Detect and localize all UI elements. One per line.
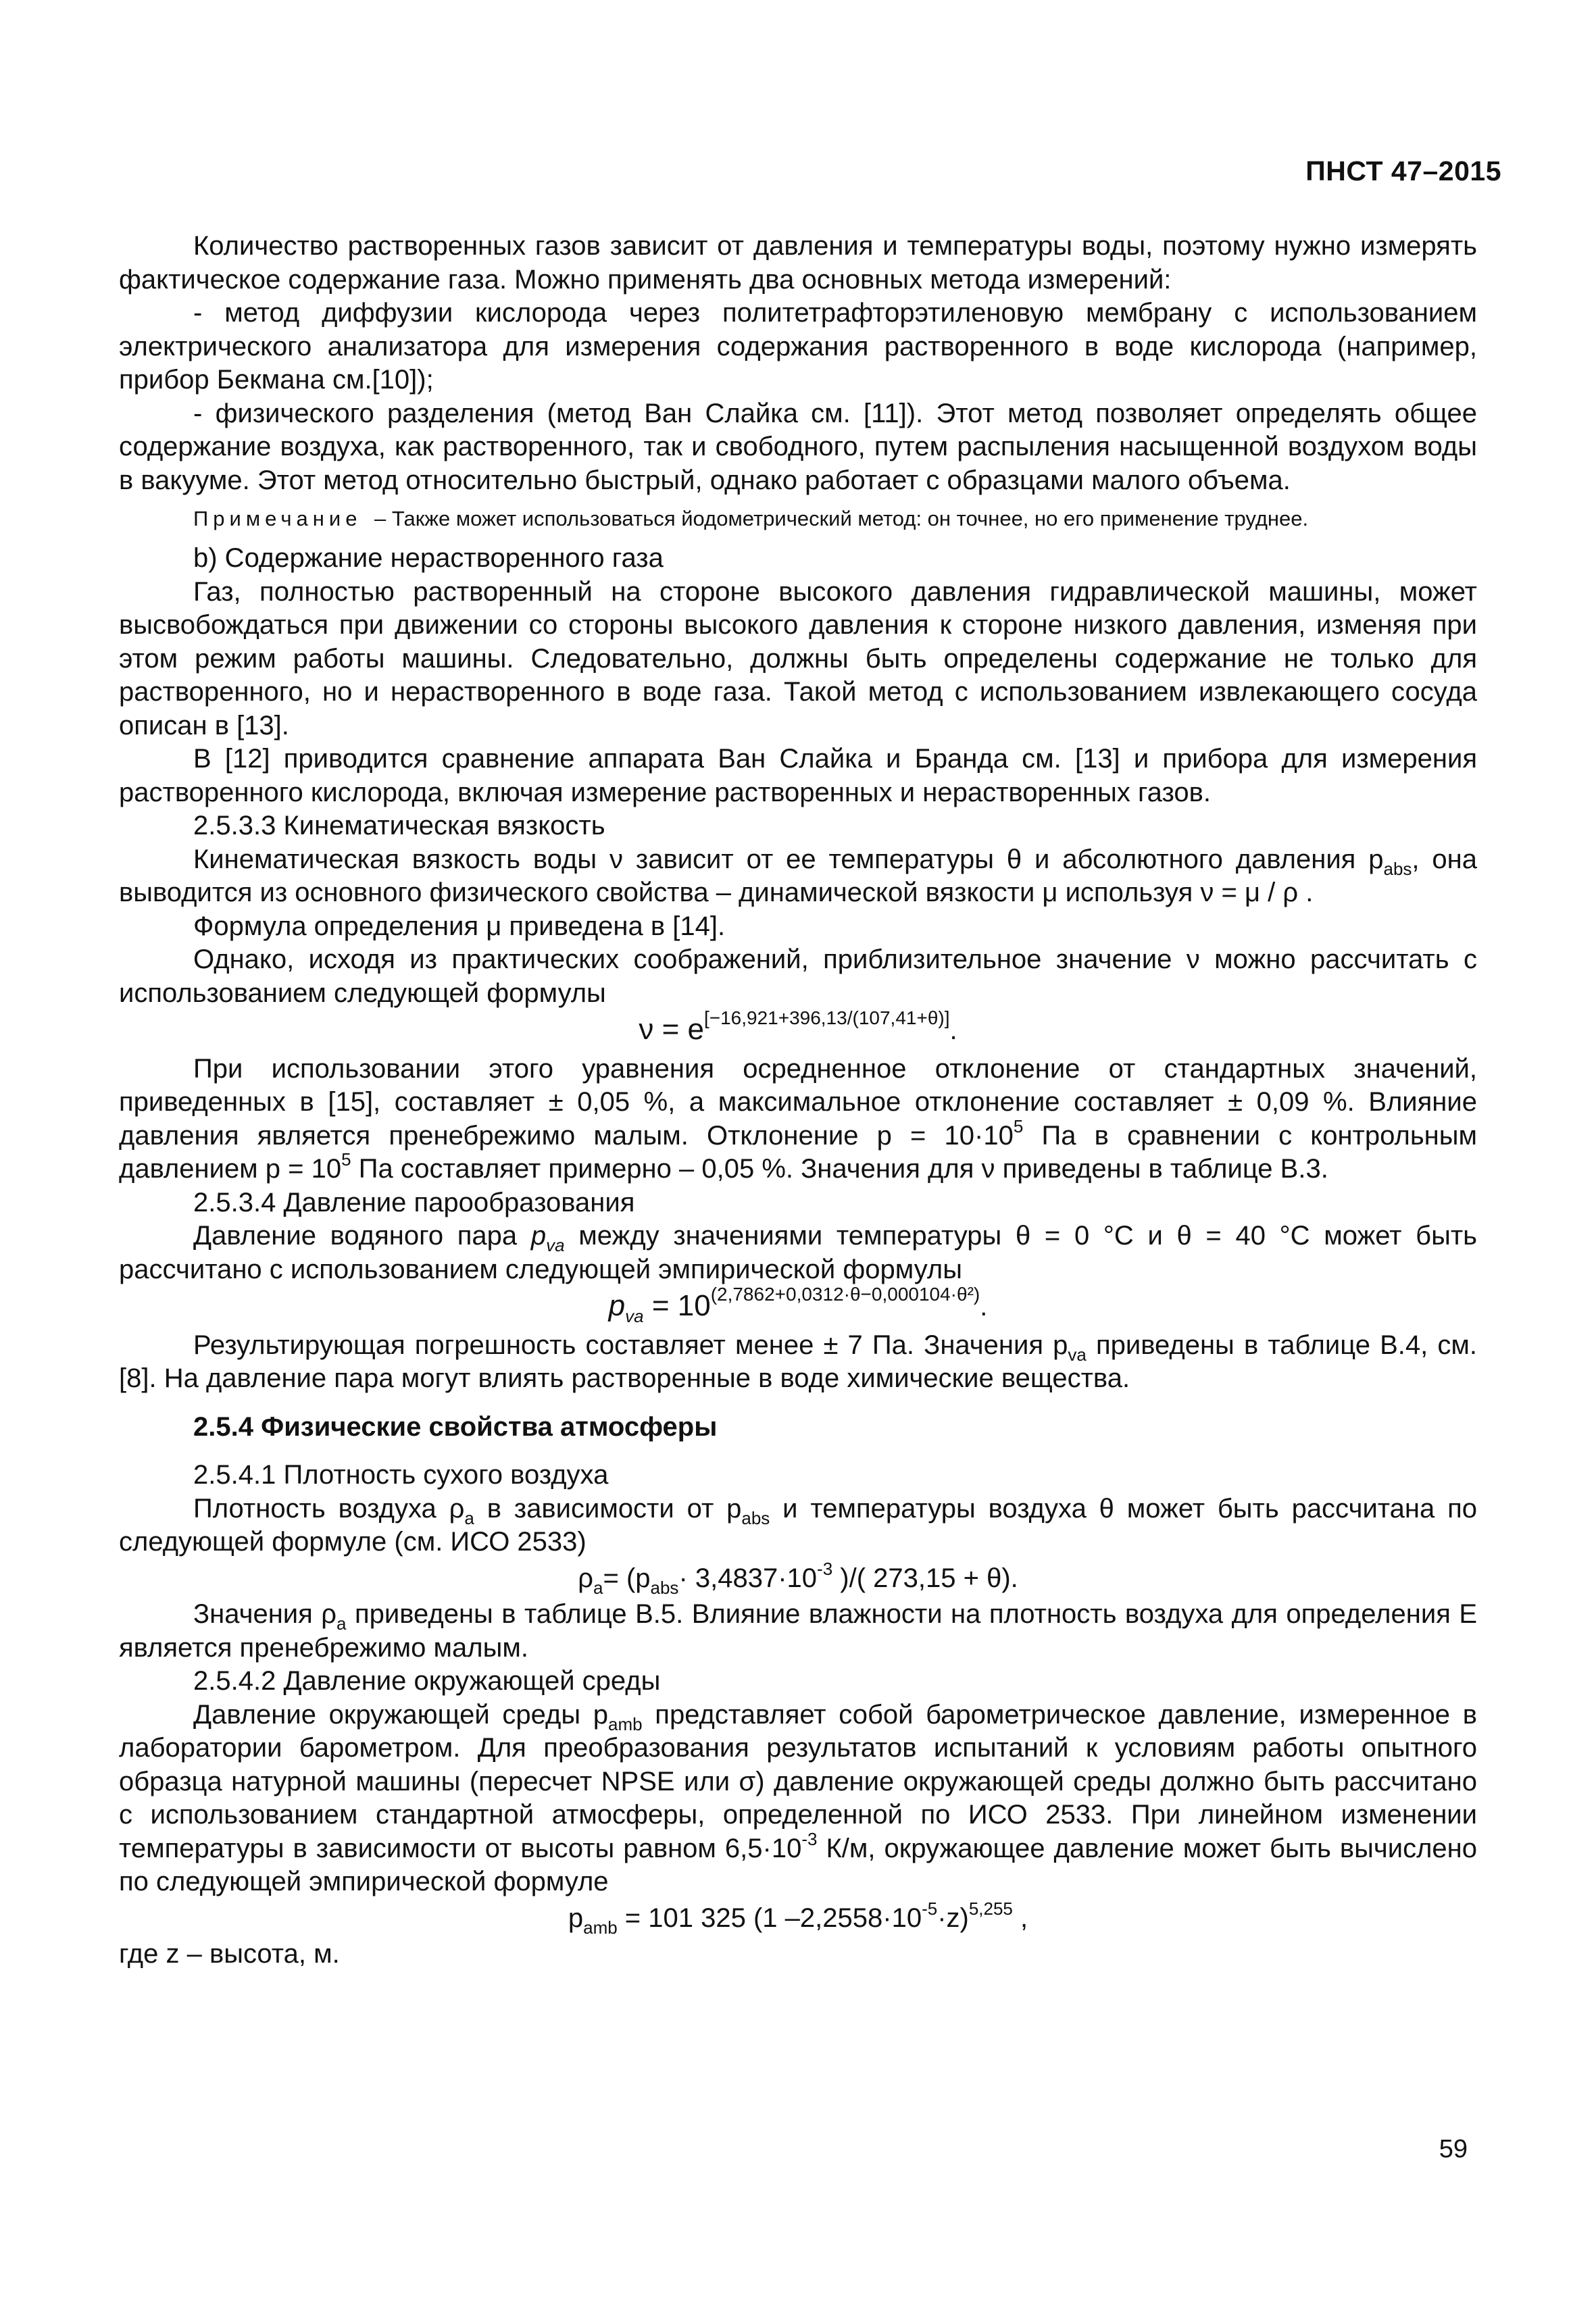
- paragraph: Однако, исходя из практических соображений, приблизительное значение ν можно рассчитать с использованием следующей формулы: [119, 945, 1477, 1008]
- note: [119, 505, 1477, 532]
- paragraph: Формула определения μ приведена в [14].: [193, 911, 726, 941]
- formula-air-density: $\rho_a= (p_{abs}\cdot 3,4837\cdot 10^{-3}$ )/( 273,15 + θ).: [578, 1558, 1018, 1598]
- paragraph: Газ, полностью растворенный на стороне высокого давления гидравлической машины, может высвобождаться при движении со стороны высокого давления к стороне низкого давления, изменяя при этом режим работы машины. Следовательно, должны быть определены содержание не только для растворенного, но и нерастворенного в воде газа. Такой метод с использованием извлекающего сосуда описан в [13].: [119, 576, 1477, 740]
- page-number: 59: [1439, 2135, 1468, 2163]
- note-text: – Также может использоваться йодометрический метод: он точнее, но его применение труднее.: [368, 507, 1309, 530]
- paragraph: Плотность воздуха $\rho_a$ в зависимости от $p_{abs}$ и температуры воздуха θ может быть рассчитана по следующей формуле (см. ИСО 2533): [119, 1493, 1477, 1557]
- section-heading: 2.5.4 Физические свойства атмосферы: [193, 1411, 718, 1442]
- paragraph: В [12] приводится сравнение аппарата Ван Слайка и Бранда см. [13] и прибора для измерения растворенного кислорода, включая измерение растворенных и нерастворенных газов.: [119, 744, 1477, 807]
- paragraph: При использовании этого уравнения осредненное отклонение от стандартных значений, приведенных в [15], составляет ± 0,05 %, а максимальное отклонение составляет ± 0,09 %. Влияние давления является пренебрежимо малым. Отклонение $p = 10\cdot 10^5$ Па в сравнении с контрольным давлением $p = 10^5$ Па составляет примерно – 0,05 %. Значения для ν приведены в таблице B.3.: [119, 1053, 1478, 1184]
- paragraph: - физического разделения (метод Ван Слайка см. [11]). Этот метод позволяет определять общее содержание воздуха, как растворенного, так и свободного, путем распыления насыщенной воздухом воды в вакууме. Этот метод относительно быстрый, однако работает с образцами малого объема.: [119, 398, 1477, 495]
- paragraph: Количество растворенных газов зависит от давления и температуры воды, поэтому нужно измерять фактическое содержание газа. Можно применять два основных метода измерений:: [119, 231, 1477, 295]
- formula-viscosity: ν = e[−16,921+396,13/(107,41+θ)].: [639, 1007, 957, 1046]
- formula-vapour-pressure: $p_{va} = 10^{(2,7862+0,0312\cdot\theta-0,000104\cdot\theta^2)}$.: [608, 1284, 988, 1326]
- paragraph: Давление водяного пара $p_{va}$ между значениями температуры θ = 0 °С и θ = 40 °С может быть рассчитано с использованием следующей эмпирической формулы: [119, 1221, 1477, 1284]
- paragraph: Результирующая погрешность составляет менее ± 7 Па. Значения $p_{va}$ приведены в таблице B.4, см. [8]. На давление пара могут влиять растворенные в воде химические вещества.: [119, 1330, 1477, 1393]
- note-label: Примечание: [193, 507, 362, 530]
- paragraph: - метод диффузии кислорода через политетрафторэтиленовую мембрану с использованием электрического анализатора для измерения содержания растворенного в воде кислорода (например, прибор Бекмана см.[10]);: [119, 298, 1477, 395]
- paragraph: Кинематическая вязкость воды ν зависит от ее температуры θ и абсолютного давления $p_{abs}$, она выводится из основного физического свойства – динамической вязкости μ используя ν = μ / ρ .: [119, 844, 1477, 907]
- subsection-title: 2.5.3.3 Кинематическая вязкость: [193, 811, 605, 840]
- body-text: [119, 230, 1477, 1971]
- paragraph: b) Содержание нерастворенного газа: [193, 543, 664, 573]
- document-code: ПНСТ 47–2015: [1305, 155, 1501, 186]
- subsection-title: 2.5.4.2 Давление окружающей среды: [193, 1666, 661, 1696]
- paragraph: где z – высота, м.: [119, 1939, 340, 1969]
- paragraph: Давление окружающей среды $p_{amb}$ представляет собой барометрическое давление, измеренное в лаборатории барометром. Для преобразования результатов испытаний к условиям работы опытного образца натурной машины (пересчет NPSE или σ) давление окружающей среды должно быть рассчитано с использованием стандартной атмосферы, определенной по ИСО 2533. При линейном изменении температуры в зависимости от высоты равном $6,5\cdot 10^{-3}$ К/м, окружающее давление может быть вычислено по следующей эмпирической формуле: [119, 1699, 1478, 1896]
- paragraph: Значения $\rho_a$ приведены в таблице B.5. Влияние влажности на плотность воздуха для определения E является пренебрежимо малым.: [119, 1599, 1478, 1663]
- subsection-title: 2.5.3.4 Давление парообразования: [193, 1187, 635, 1217]
- formula-ambient-pressure: $p_{amb} = 101$ 325 (1 $-2,2558\cdot 10^{-5}\cdot z)^{5,255}$ ,: [568, 1898, 1028, 1938]
- subsection-title: 2.5.4.1 Плотность сухого воздуха: [193, 1460, 609, 1490]
